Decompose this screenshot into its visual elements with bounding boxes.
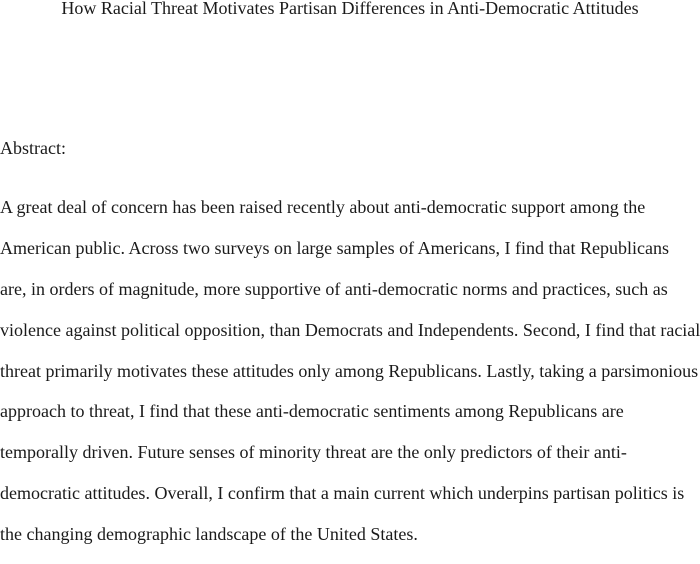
abstract-line: the changing demographic landscape of the United States. xyxy=(0,524,418,545)
abstract-line: A great deal of concern has been raised recently about anti-democratic support among the xyxy=(0,197,646,217)
abstract-line: democratic attitudes. Overall, I confirm that a main current which underpins partisan politics is xyxy=(0,483,685,504)
abstract-line: are, in orders of magnitude, more supportive of anti-democratic norms and practices, such as xyxy=(0,278,668,299)
abstract-line: threat primarily motivates these attitudes only among Republicans. Lastly, taking a parsimonious xyxy=(0,360,699,381)
abstract-body xyxy=(0,196,700,564)
abstract-line: approach to threat, I find that these anti-democratic sentiments among Republicans are xyxy=(0,401,624,422)
abstract-line: temporally driven. Future senses of minority threat are the only predictors of their anti- xyxy=(0,442,627,463)
abstract-line: violence against political opposition, than Democrats and Independents. Second, I find that racial xyxy=(0,319,700,340)
abstract-heading: Abstract: xyxy=(0,138,66,158)
paper-title: How Racial Threat Motivates Partisan Differences in Anti-Democratic Attitudes xyxy=(61,0,639,18)
abstract-line: American public. Across two surveys on large samples of Americans, I find that Republicans xyxy=(0,237,670,258)
